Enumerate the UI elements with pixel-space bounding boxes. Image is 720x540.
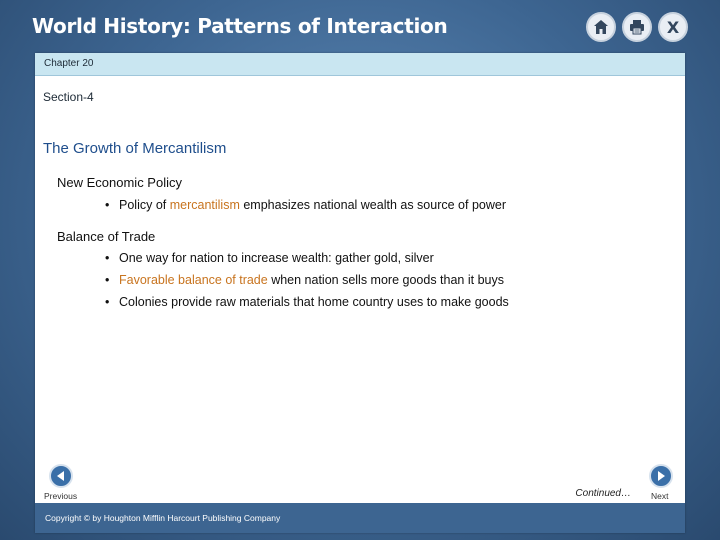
bullet-text: when nation sells more goods than it buys	[267, 273, 504, 287]
subhead-new-economic-policy: New Economic Policy	[57, 175, 182, 190]
next-button[interactable]	[649, 464, 673, 488]
chapter-label: Chapter 20	[44, 58, 94, 69]
toolbar	[586, 12, 688, 42]
printer-icon	[629, 19, 645, 35]
previous-label[interactable]: Previous	[44, 491, 78, 501]
slide-title: The Growth of Mercantilism	[43, 140, 227, 157]
key-term: mercantilism	[169, 198, 240, 212]
bullet-item	[105, 251, 434, 265]
close-button[interactable]	[658, 12, 688, 42]
home-button[interactable]	[586, 12, 616, 42]
previous-button[interactable]	[49, 464, 73, 488]
bullet-text: emphasizes national wealth as source of power	[239, 198, 506, 212]
next-label[interactable]: Next	[651, 491, 669, 501]
bullet-dot: •	[105, 251, 110, 265]
slide-panel	[35, 53, 685, 533]
house-icon	[593, 19, 609, 35]
bullet-item	[105, 295, 509, 309]
bullet-item	[105, 198, 506, 212]
app-title: World History: Patterns of Interaction	[32, 14, 448, 38]
bullet-dot: •	[105, 273, 110, 287]
continued-label: Continued…	[575, 488, 631, 499]
bullet-text: Colonies provide raw materials that home country uses to make goods	[119, 295, 509, 309]
close-icon: X	[666, 17, 680, 37]
arrow-right-icon	[654, 469, 668, 483]
bullet-dot: •	[105, 295, 110, 309]
footer-bar	[35, 503, 685, 533]
bullet-dot: •	[105, 198, 110, 212]
bullet-item	[105, 273, 504, 287]
key-term: Favorable balance of trade	[119, 273, 268, 287]
arrow-left-icon	[54, 469, 68, 483]
subhead-balance-of-trade: Balance of Trade	[57, 229, 156, 244]
copyright-text: Copyright © by Houghton Mifflin Harcourt Publishing Company	[45, 513, 281, 523]
print-button[interactable]	[622, 12, 652, 42]
bullet-text: One way for nation to increase wealth: gather gold, silver	[119, 251, 434, 265]
chapter-bar	[35, 53, 685, 76]
bullet-text: Policy of	[119, 198, 170, 212]
section-label: Section-4	[43, 90, 94, 104]
